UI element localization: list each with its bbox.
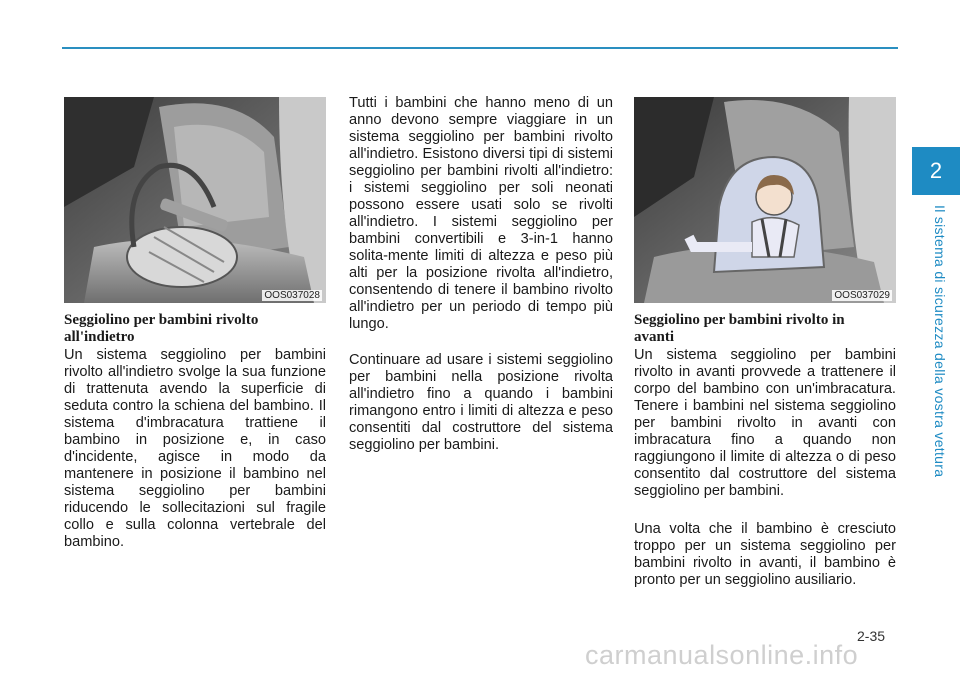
rear-facing-heading: Seggiolino per bambini rivolto all'indietro <box>64 312 259 345</box>
chapter-title: Il sistema di sicurezza della vostra vettura <box>932 205 948 478</box>
figure-code-right: OOS037029 <box>834 290 890 301</box>
forward-facing-seat-illustration <box>634 97 896 303</box>
middle-paragraph-1: Tutti i bambini che hanno meno di un anno devono sempre viaggiare in un sistema seggiolino per bambini rivolto all'indietro. Esistono diversi tipi di sistemi seggiolino per bambini rivolti all'indietro: i sistemi seggiolino per soli neonati possono essere usati solo se rivolti all'indietro. I sistemi seggiolino per bambini convertibili e 3-in-1 hanno solita-mente limiti di altezza e peso più alti per la posizione rivolta all'indietro, consentendo di tenere il bambino rivolto all'indietro per un periodo di tempo più lungo. <box>349 95 613 332</box>
header-rule <box>62 47 898 49</box>
forward-facing-paragraph-1: Un sistema seggiolino per bambini rivolto in avanti provvede a trattenere il corpo del bambino con un'imbracatura. Tenere i bambini nel sistema seggiolino per bambini rivolto in avanti con imbracatura fino a quando non raggiungono il limite di altezza o di peso consentito dal costruttore del sistema seggiolino per bambini. <box>634 347 896 499</box>
watermark: carmanualsonline.info <box>585 640 859 670</box>
forward-facing-heading: Seggiolino per bambini rivolto in avanti <box>634 312 845 345</box>
page-number: 2-35 <box>857 628 886 644</box>
forward-facing-seat-figure <box>634 97 896 303</box>
rear-facing-seat-figure <box>64 97 326 303</box>
forward-facing-paragraph-2: Una volta che il bambino è cresciuto troppo per un sistema seggiolino per bambini rivolto in avanti, il bambino è pronto per un seggiolino ausiliario. <box>634 521 896 588</box>
rear-facing-seat-illustration <box>64 97 326 303</box>
middle-paragraph-2: Continuare ad usare i sistemi seggiolino per bambini nella posizione rivolta all'indietro fino a quando i bambini rimangono entro i limiti di altezza e peso consentiti dal costruttore del sistema seggiolino per bambini. <box>349 352 613 453</box>
chapter-number: 2 <box>929 158 943 183</box>
chapter-number-tab <box>912 147 960 195</box>
rear-facing-body: Un sistema seggiolino per bambini rivolto all'indietro svolge la sua funzione di trattenuta avendo la superficie di seduta contro la schiena del bambino. Il sistema d'imbracatura trattiene il bambino in posizione e, in caso d'incidente, agisce in modo da mantenere in posizione il bambino nel sistema seggiolino per bambini riducendo le sollecitazioni sul fragile collo e sulla colonna vertebrale del bambino. <box>64 347 326 550</box>
figure-code-left: OOS037028 <box>264 290 320 301</box>
